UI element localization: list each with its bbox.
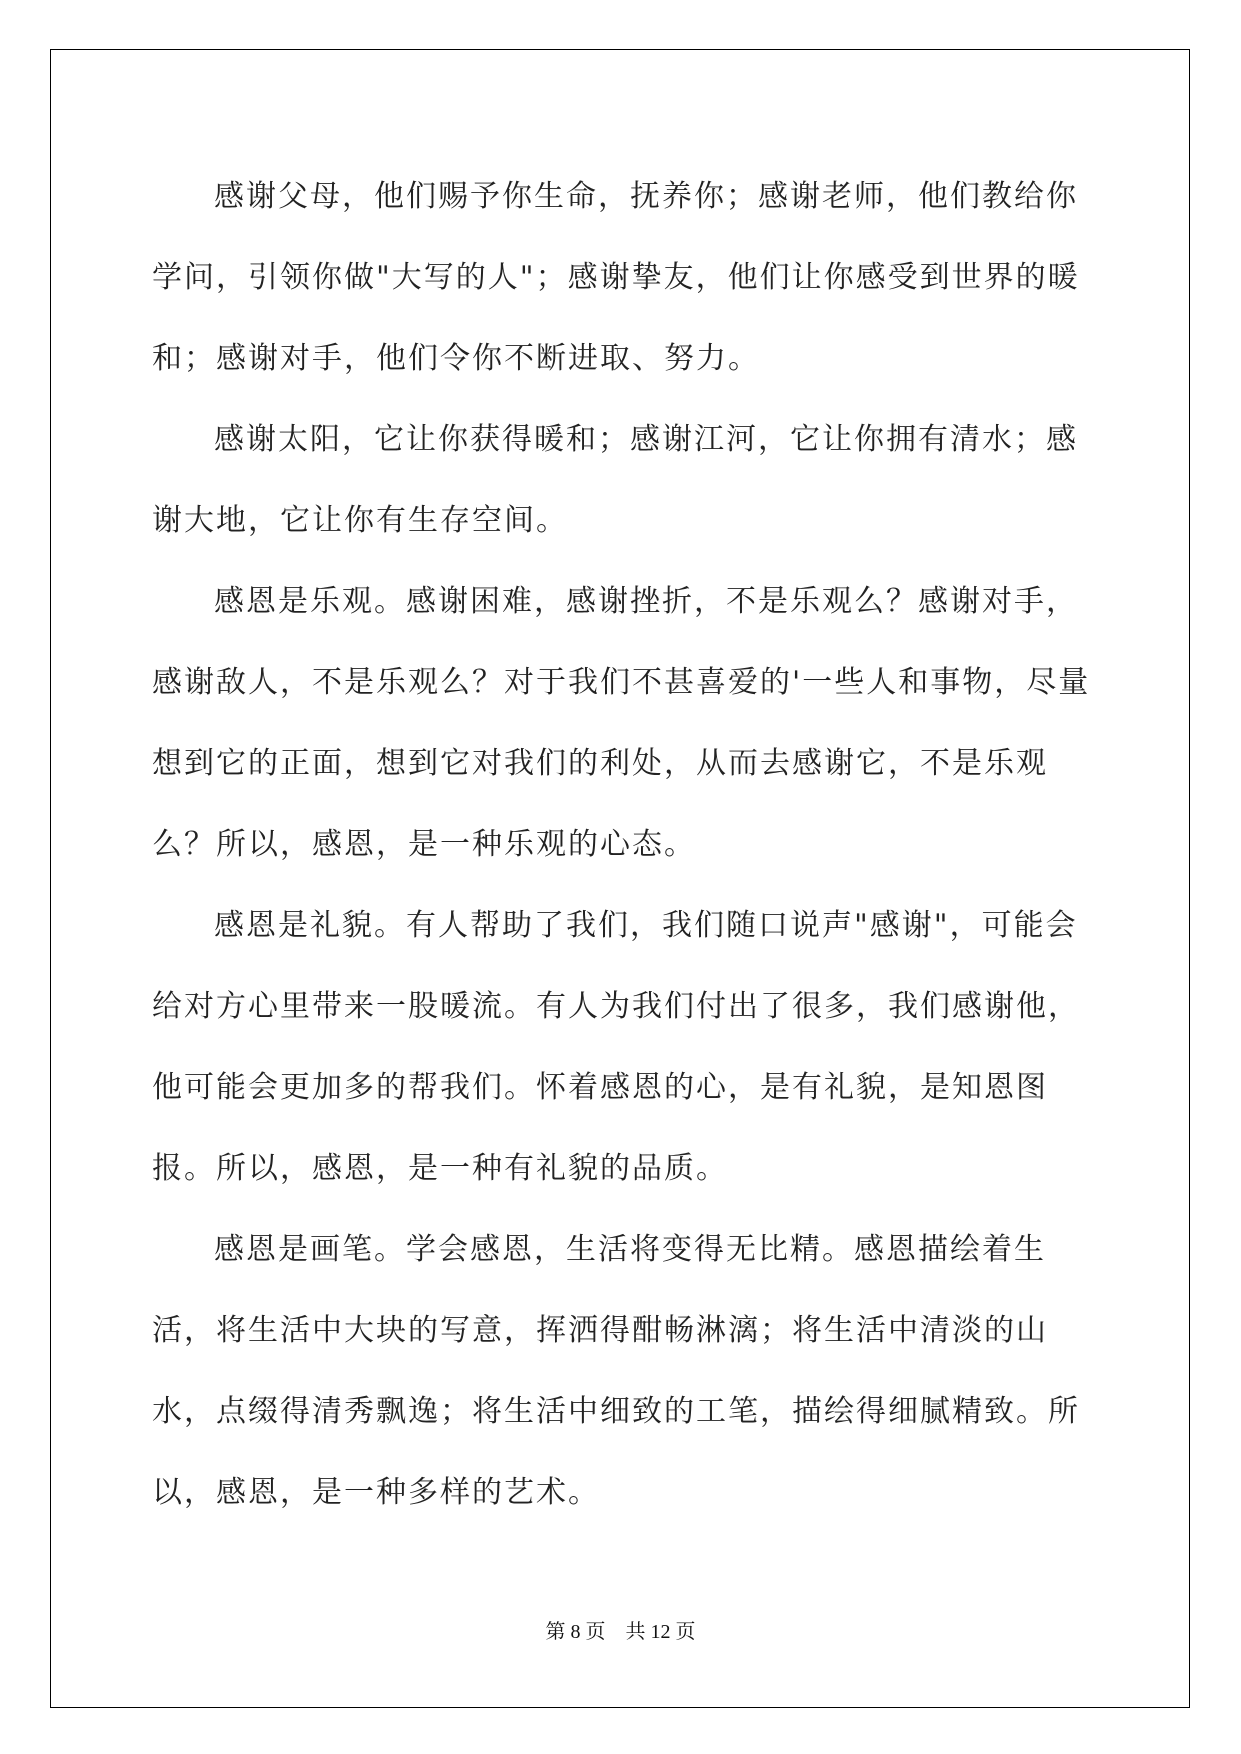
page-number-footer: 第 8 页 共 12 页 xyxy=(545,1621,696,1643)
paragraph-thanks-nature: 感谢太阳，它让你获得暖和；感谢江河，它让你拥有清水；感谢大地，它让你有生存空间。 xyxy=(152,422,1078,538)
paragraph-optimism: 感恩是乐观。感谢困难，感谢挫折，不是乐观么？感谢对手，感谢敌人，不是乐观么？对于我们不甚喜爱的'一些人和事物，尽量想到它的正面，想到它对我们的利处，从而去感谢它，不是乐观么？所以，感恩，是一种乐观的心态。 xyxy=(152,584,1091,862)
paragraph-thanks-people: 感谢父母，他们赐予你生命，抚养你；感谢老师，他们教给你学问，引领你做"大写的人"；感谢挚友，他们让你感受到世界的暖和；感谢对手，他们令你不断进取、努力。 xyxy=(152,179,1080,376)
paragraph-courtesy: 感恩是礼貌。有人帮助了我们，我们随口说声"感谢"，可能会给对方心里带来一股暖流。有人为我们付出了很多，我们感谢他，他可能会更加多的帮我们。怀着感恩的心，是有礼貌，是知恩图报。所以，感恩，是一种有礼貌的品质。 xyxy=(152,908,1080,1186)
paragraph-paintbrush: 感恩是画笔。学会感恩，生活将变得无比精。感恩描绘着生活，将生活中大块的写意，挥洒得酣畅淋漓；将生活中清淡的山水，点缀得清秀飘逸；将生活中细致的工笔，描绘得细腻精致。所以，感恩，是一种多样的艺术。 xyxy=(152,1232,1080,1510)
document-body xyxy=(152,156,1107,1533)
